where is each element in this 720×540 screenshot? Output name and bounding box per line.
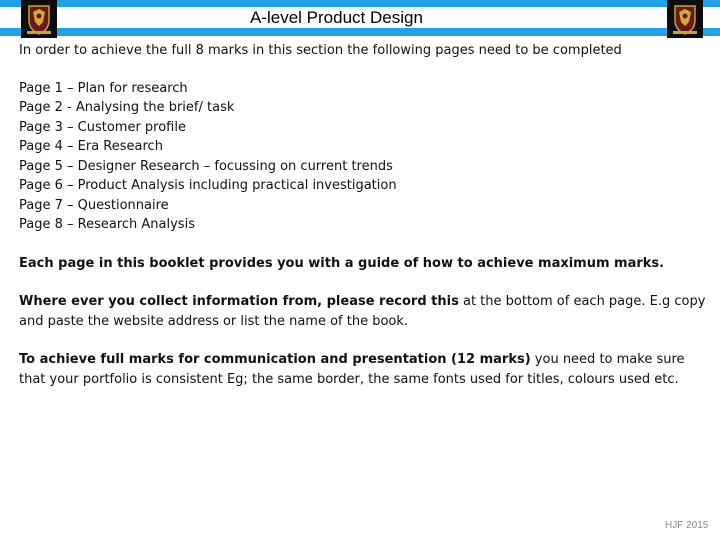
page-title: A-level Product Design (250, 8, 423, 27)
list-item: Page 1 – Plan for research (19, 80, 188, 96)
list-item: Page 6 – Product Analysis including practical investigation (19, 178, 397, 193)
guide-note (19, 254, 709, 274)
school-crest-icon (21, 0, 57, 38)
list-item: Page 2 - Analysing the brief/ task (19, 100, 235, 115)
list-item: Page 3 – Customer profile (19, 119, 186, 135)
list-item: Page 5 – Designer Research – focussing on current trends (19, 158, 393, 174)
intro-text: In order to achieve the full 8 marks in this section the following pages need to be completed (19, 43, 622, 58)
list-item: Page 8 – Research Analysis (19, 217, 195, 232)
presentation-note (19, 350, 709, 389)
document-body (19, 41, 709, 408)
guide-note-text: Each page in this booklet provides you with a guide of how to achieve maximum marks. (19, 255, 665, 271)
header-stripe-bottom (0, 28, 720, 36)
header-stripe-top (0, 0, 720, 7)
list-item: Page 7 – Questionnaire (19, 197, 169, 213)
presentation-note-rest: you need to make sure that your portfolio is consistent Eg; the same border, the same fonts used for titles, colours used etc. (19, 352, 685, 387)
source-note (19, 292, 709, 331)
school-crest-icon (667, 0, 703, 38)
footer-credit: HJF 2015 (665, 520, 709, 531)
page-list (19, 79, 709, 235)
presentation-note-bold: To achieve full marks for communication and presentation (12 marks) (19, 352, 531, 367)
list-item: Page 4 – Era Research (19, 139, 163, 154)
source-note-bold: Where ever you collect information from, please record this (19, 294, 459, 309)
source-note-rest: at the bottom of each page. E.g copy and paste the website address or list the name of the book. (19, 294, 706, 329)
